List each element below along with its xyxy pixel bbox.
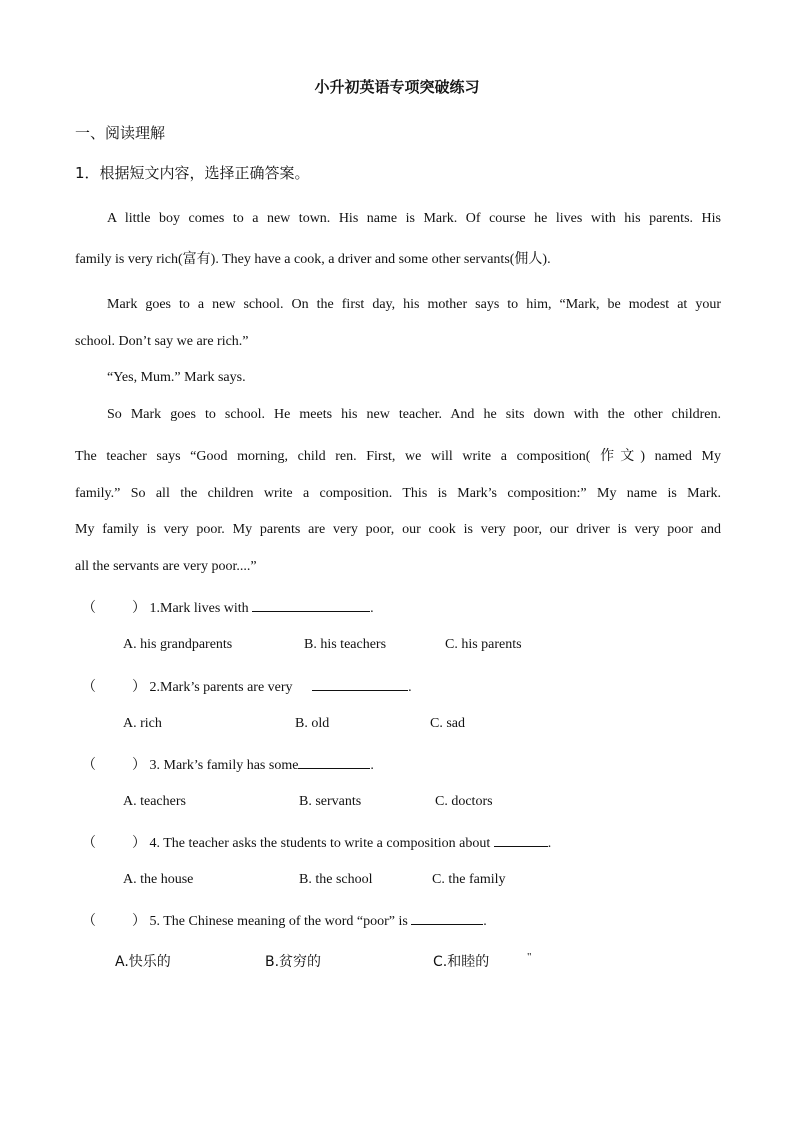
passage-line: The teacher says “Good morning, child ren. First, we will write a composition( 作文) named My bbox=[75, 449, 721, 464]
passage-line: My family is very poor. My parents are very poor, our cook is very poor, our driver is very poor and bbox=[75, 522, 721, 537]
answer-paren-open: （ bbox=[82, 914, 96, 929]
answer-paren-open: （ bbox=[82, 836, 96, 851]
question-text: 5. The Chinese meaning of the word “poor” is bbox=[149, 914, 408, 929]
passage-line: school. Don’t say we are rich.” bbox=[75, 334, 249, 349]
question-3 bbox=[82, 754, 374, 774]
answer-paren-open: （ bbox=[82, 758, 96, 773]
option-c[interactable]: C. doctors bbox=[435, 794, 493, 809]
option-b[interactable]: B. servants bbox=[299, 794, 362, 809]
option-c[interactable]: C.和睦的 bbox=[433, 954, 490, 970]
answer-paren-close[interactable]: ） bbox=[132, 680, 146, 695]
answer-blank[interactable] bbox=[312, 677, 408, 691]
option-b[interactable]: B.贫穷的 bbox=[265, 954, 322, 970]
answer-blank[interactable] bbox=[494, 833, 548, 847]
question-end: . bbox=[547, 836, 552, 851]
answer-paren-open: （ bbox=[82, 601, 96, 616]
question-4 bbox=[82, 832, 551, 852]
question-end: . bbox=[370, 601, 374, 616]
question-1 bbox=[82, 597, 374, 617]
question-end: . bbox=[483, 914, 487, 929]
answer-paren-close[interactable]: ） bbox=[132, 601, 146, 616]
option-b[interactable]: B. old bbox=[295, 716, 330, 731]
question-2 bbox=[82, 676, 412, 696]
question-text: 3. Mark’s family has some bbox=[149, 758, 299, 773]
question-text: 2.Mark’s parents are very bbox=[149, 680, 293, 695]
passage-line: Mark goes to a new school. On the first day, his mother says to him, “Mark, be modest at your bbox=[107, 297, 721, 312]
option-b[interactable]: B. the school bbox=[299, 872, 373, 887]
question-end: . bbox=[370, 758, 374, 773]
passage-line: family is very rich(富有). They have a cook, a driver and some other servants(佣人). bbox=[75, 252, 551, 267]
passage-line: family.” So all the children write a composition. This is Mark’s composition:” My name is Mark. bbox=[75, 486, 721, 501]
option-c[interactable]: C. the family bbox=[432, 872, 506, 887]
option-c[interactable]: C. sad bbox=[430, 716, 465, 731]
stray-quote-mark: " bbox=[527, 951, 532, 963]
option-a[interactable]: A. the house bbox=[123, 872, 194, 887]
option-c[interactable]: C. his parents bbox=[445, 637, 522, 652]
answer-paren-close[interactable]: ） bbox=[132, 758, 146, 773]
answer-paren-close[interactable]: ） bbox=[132, 836, 146, 851]
passage-line: A little boy comes to a new town. His name is Mark. Of course he lives with his parents. His bbox=[107, 211, 721, 226]
answer-paren-open: （ bbox=[82, 680, 96, 695]
option-a[interactable]: A. teachers bbox=[123, 794, 186, 809]
page-title: 小升初英语专项突破练习 bbox=[314, 78, 480, 96]
option-a[interactable]: A.快乐的 bbox=[115, 954, 171, 970]
answer-blank[interactable] bbox=[252, 598, 370, 612]
passage-line: So Mark goes to school. He meets his new teacher. And he sits down with the other children. bbox=[107, 407, 721, 422]
option-a[interactable]: A. rich bbox=[123, 716, 162, 731]
option-b[interactable]: B. his teachers bbox=[304, 637, 387, 652]
answer-blank[interactable] bbox=[298, 755, 370, 769]
answer-paren-close[interactable]: ） bbox=[132, 914, 146, 929]
passage-line: all the servants are very poor....” bbox=[75, 559, 257, 574]
option-a[interactable]: A. his grandparents bbox=[123, 637, 233, 652]
passage-line: “Yes, Mum.” Mark says. bbox=[107, 370, 246, 385]
question-text: 1.Mark lives with bbox=[149, 601, 249, 616]
answer-blank[interactable] bbox=[411, 911, 483, 925]
section-heading: 一、阅读理解 bbox=[75, 124, 166, 142]
question-end: . bbox=[408, 680, 412, 695]
question-text: 4. The teacher asks the students to write a composition about bbox=[149, 836, 491, 851]
question-5 bbox=[82, 910, 487, 930]
instruction-text: 1．根据短文内容，选择正确答案。 bbox=[75, 164, 310, 182]
